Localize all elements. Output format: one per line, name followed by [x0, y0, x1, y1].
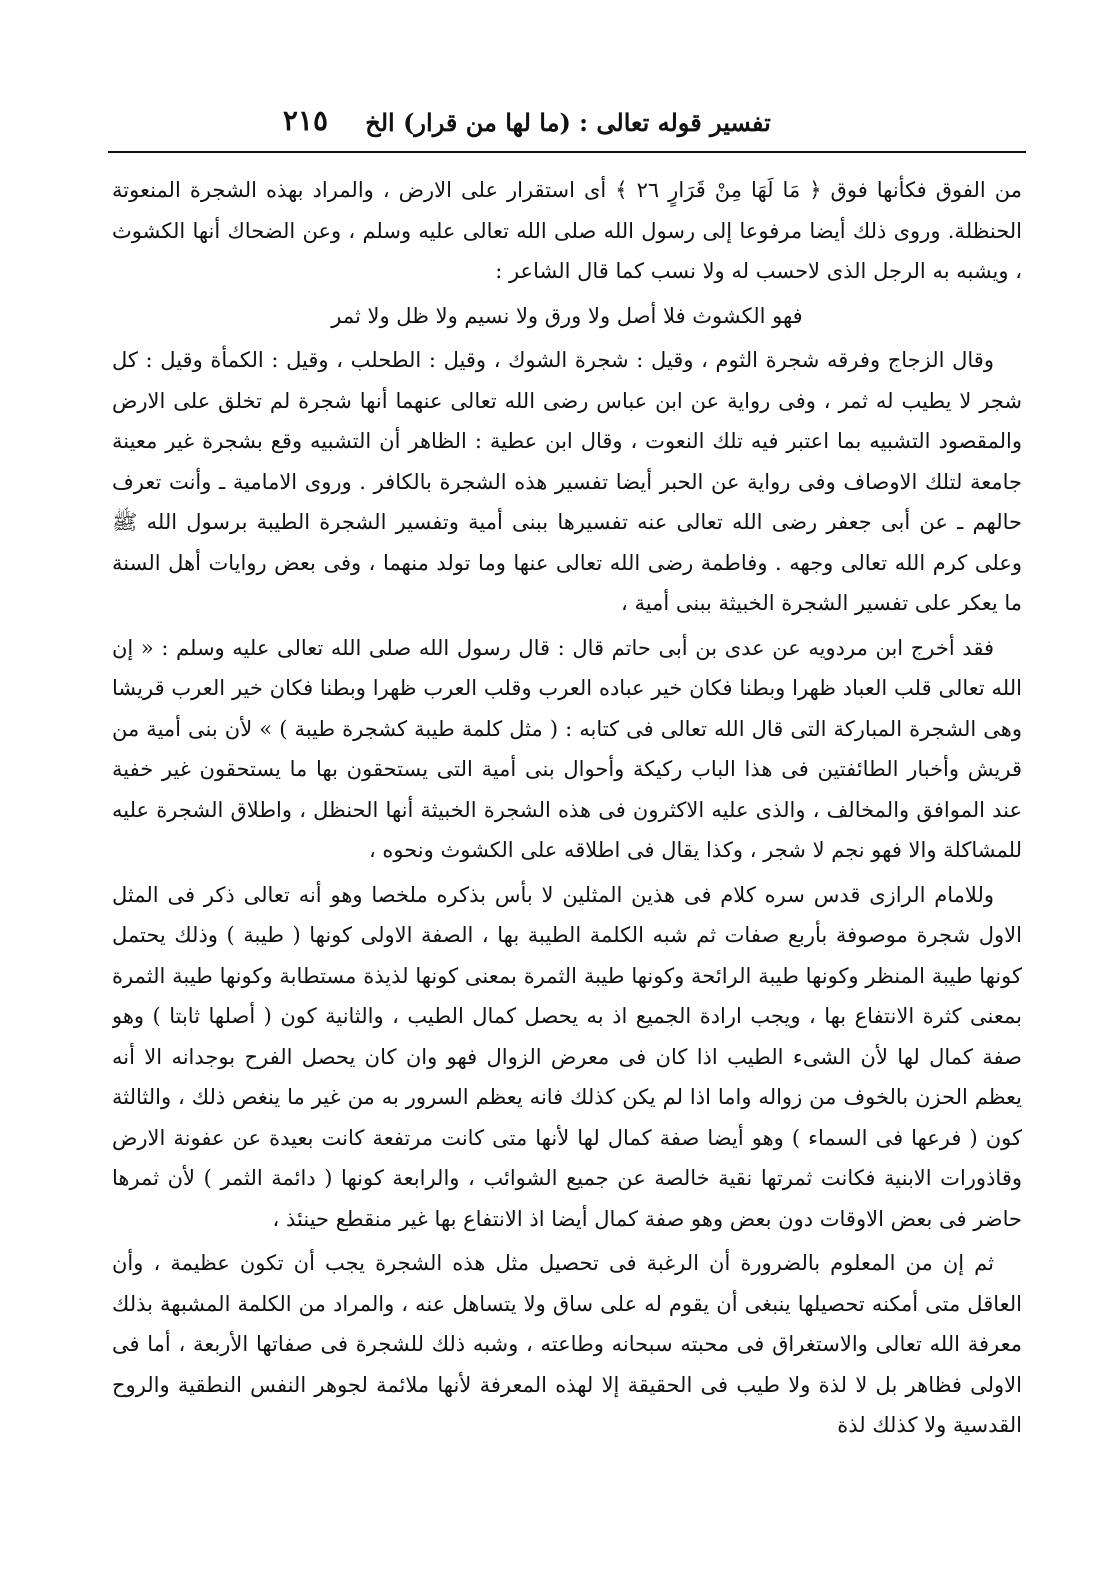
paragraph-3: فقد أخرج ابن مردويه عن عدى بن أبى حاتم قال : قال رسول الله صلى الله تعالى عليه وسلم : « إن الله تعالى قلب العباد ظهرا وبطنا فكان خير عباده العرب وقلب العرب ظهرا وبطنا فكان خير العرب قريشا وهى الشجرة المباركة التى قال الله تعالى فى كتابه : ( مثل كلمة طيبة كشجرة طيبة ) » لأن بنى أمية من قريش وأخبار الطائفتين فى هذا الباب ركيكة وأحوال بنى أمية التى يستحقون بها ما يستحقون غير خفية عند الموافق والمخالف ، والذى عليه الاكثرون فى هذه الشجرة الخبيثة أنها الحنظل ، واطلاق الشجرة عليه للمشاكلة والا فهو نجم لا شجر ، وكذا يقال فى اطلاقه على الكشوث ونحوه ،	[112, 635, 1022, 862]
paragraph-2: وقال الزجاج وفرقه شجرة الثوم ، وقيل : شجرة الشوك ، وقيل : الطحلب ، وقيل : الكمأة وقيل : كل شجر لا يطيب له ثمر ، وفى رواية عن ابن عباس رضى الله تعالى عنهما أنها شجرة لم تخلق على الارض والمقصود التشبيه بما اعتبر فيه تلك النعوت ، وقال ابن عطية : الظاهر أن التشبيه وقع بشجرة غير معينة جامعة لتلك الاوصاف وفى رواية عن الحبر أيضا تفسير هذه الشجرة بالكافر . وروى الامامية ـ وأنت تعرف حالهم ـ عن أبى جعفر رضى الله تعالى عنه تفسيرها ببنى أمية وتفسير الشجرة الطيبة برسول الله ﷺ وعلى كرم الله تعالى وجهه . وفاطمة رضى الله تعالى عنها وما تولد منهما ، وفى بعض روايات أهل السنة ما يعكر على تفسير الشجرة الخبيثة ببنى أمية ،	[112, 348, 1022, 615]
header-rule	[108, 151, 1026, 153]
paragraph-5: ثم إن من المعلوم بالضرورة أن الرغبة فى تحصيل مثل هذه الشجرة يجب أن تكون عظيمة ، وأن العاقل متى أمكنه تحصيلها ينبغى أن يقوم له على ساق ولا يتساهل عنه ، والمراد من الكلمة المشبهة بذلك معرفة الله تعالى والاستغراق فى محبته سبحانه وطاعته ، وشبه ذلك للشجرة فى صفاتها الأربعة ، أما فى الاولى فظاهر بل لا لذة ولا طيب فى الحقيقة إلا لهذه المعرفة لأنها ملائمة لجوهر النفس النطقية والروح القدسية ولا كذلك لذة	[112, 1251, 1022, 1437]
header-title: تفسير قوله تعالى : (ما لها من قرار) الخ	[365, 108, 771, 137]
running-header	[108, 100, 1028, 146]
body-text	[112, 170, 1022, 1550]
paragraph-4: وللامام الرازى قدس سره كلام فى هذين المثلين لا بأس بذكره ملخصا وهو أنه تعالى ذكر فى المثل الاول شجرة موصوفة بأربع صفات ثم شبه الكلمة الطيبة بها ، الصفة الاولى كونها ( طيبة ) وذلك يحتمل كونها طيبة المنظر وكونها طيبة الرائحة وكونها طيبة الثمرة بمعنى كونها لذيذة مستطابة وكونها طيبة الثمرة بمعنى كثرة الانتفاع بها ، ويجب ارادة الجميع اذ به يحصل كمال الطيب ، والثانية كون ( أصلها ثابتا ) وهو صفة كمال لها لأن الشىء الطيب اذا كان فى معرض الزوال فهو وان كان يحصل الفرح بوجدانه الا أنه يعظم الحزن بالخوف من زواله واما اذا لم يكن كذلك فانه يعظم السرور به من غير ما ينغص ذلك ، والثالثة كون ( فرعها فى السماء ) وهو أيضا صفة كمال لها لأنها متى كانت مرتفعة كانت بعيدة عن عفونة الارض وقاذورات الابنية فكانت ثمرتها نقية خالصة عن جميع الشوائب ، والرابعة كونها ( دائمة الثمر ) لأن ثمرها حاضر فى بعض الاوقات دون بعض وهو صفة كمال أيضا اذ الانتفاع بها غير منقطع حينئذ ،	[112, 882, 1022, 1231]
page-number: ٢١٥	[282, 104, 328, 137]
poetry-verse: فهو الكشوث فلا أصل ولا ورق ولا نسيم ولا ظل ولا ثمر	[331, 303, 803, 328]
paragraph-1: من الفوق فكأنها فوق ﴿ مَا لَهَا مِنْ قَرَارٍ ٢٦ ﴾ أى استقرار على الارض ، والمراد بهذه الشجرة المنعوتة الحنظلة. وروى ذلك أيضا مرفوعا إلى رسول الله صلى الله تعالى عليه وسلم ، وعن الضحاك أنها الكشوث ، ويشبه به الرجل الذى لاحسب له ولا نسب كما قال الشاعر :	[112, 178, 1022, 283]
